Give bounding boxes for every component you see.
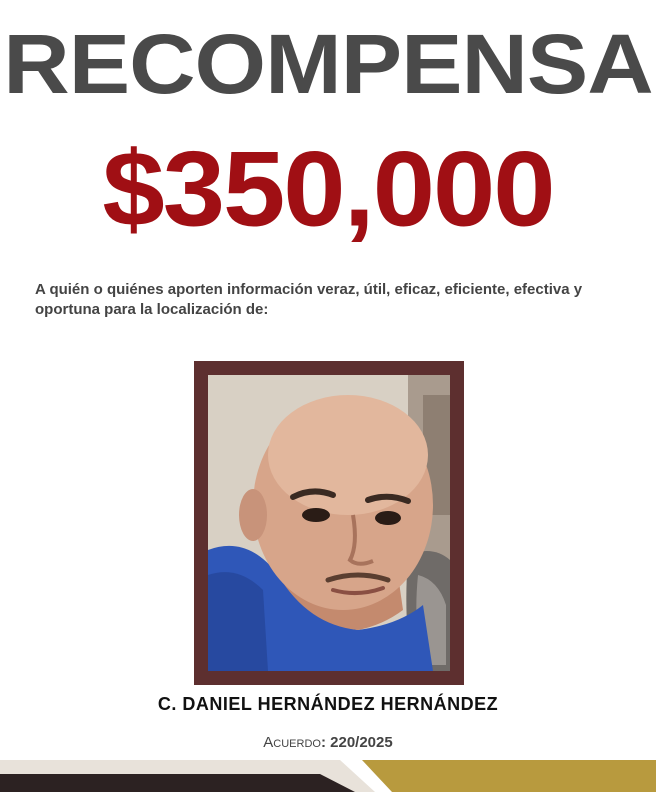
agreement-number: 220/2025 [330,734,393,751]
agreement-label: Acuerdo [263,734,321,751]
photo-frame [194,361,464,685]
intro-text: A quién o quiénes aporten información veraz, útil, eficaz, eficiente, efectiva y oportuna para la localización de: [35,281,583,318]
footer-band-gold [362,760,656,792]
reward-amount: $350,000 [102,129,554,249]
reward-heading: RECOMPENSA [3,17,653,112]
agreement-colon: : [320,734,326,751]
footer-band [0,760,656,792]
agreement-line [0,734,656,751]
footer-band-dark [0,774,355,792]
person-photo [208,375,450,671]
person-photo-illustration [208,375,450,671]
person-name: C. DANIEL HERNÁNDEZ HERNÁNDEZ [157,694,499,714]
